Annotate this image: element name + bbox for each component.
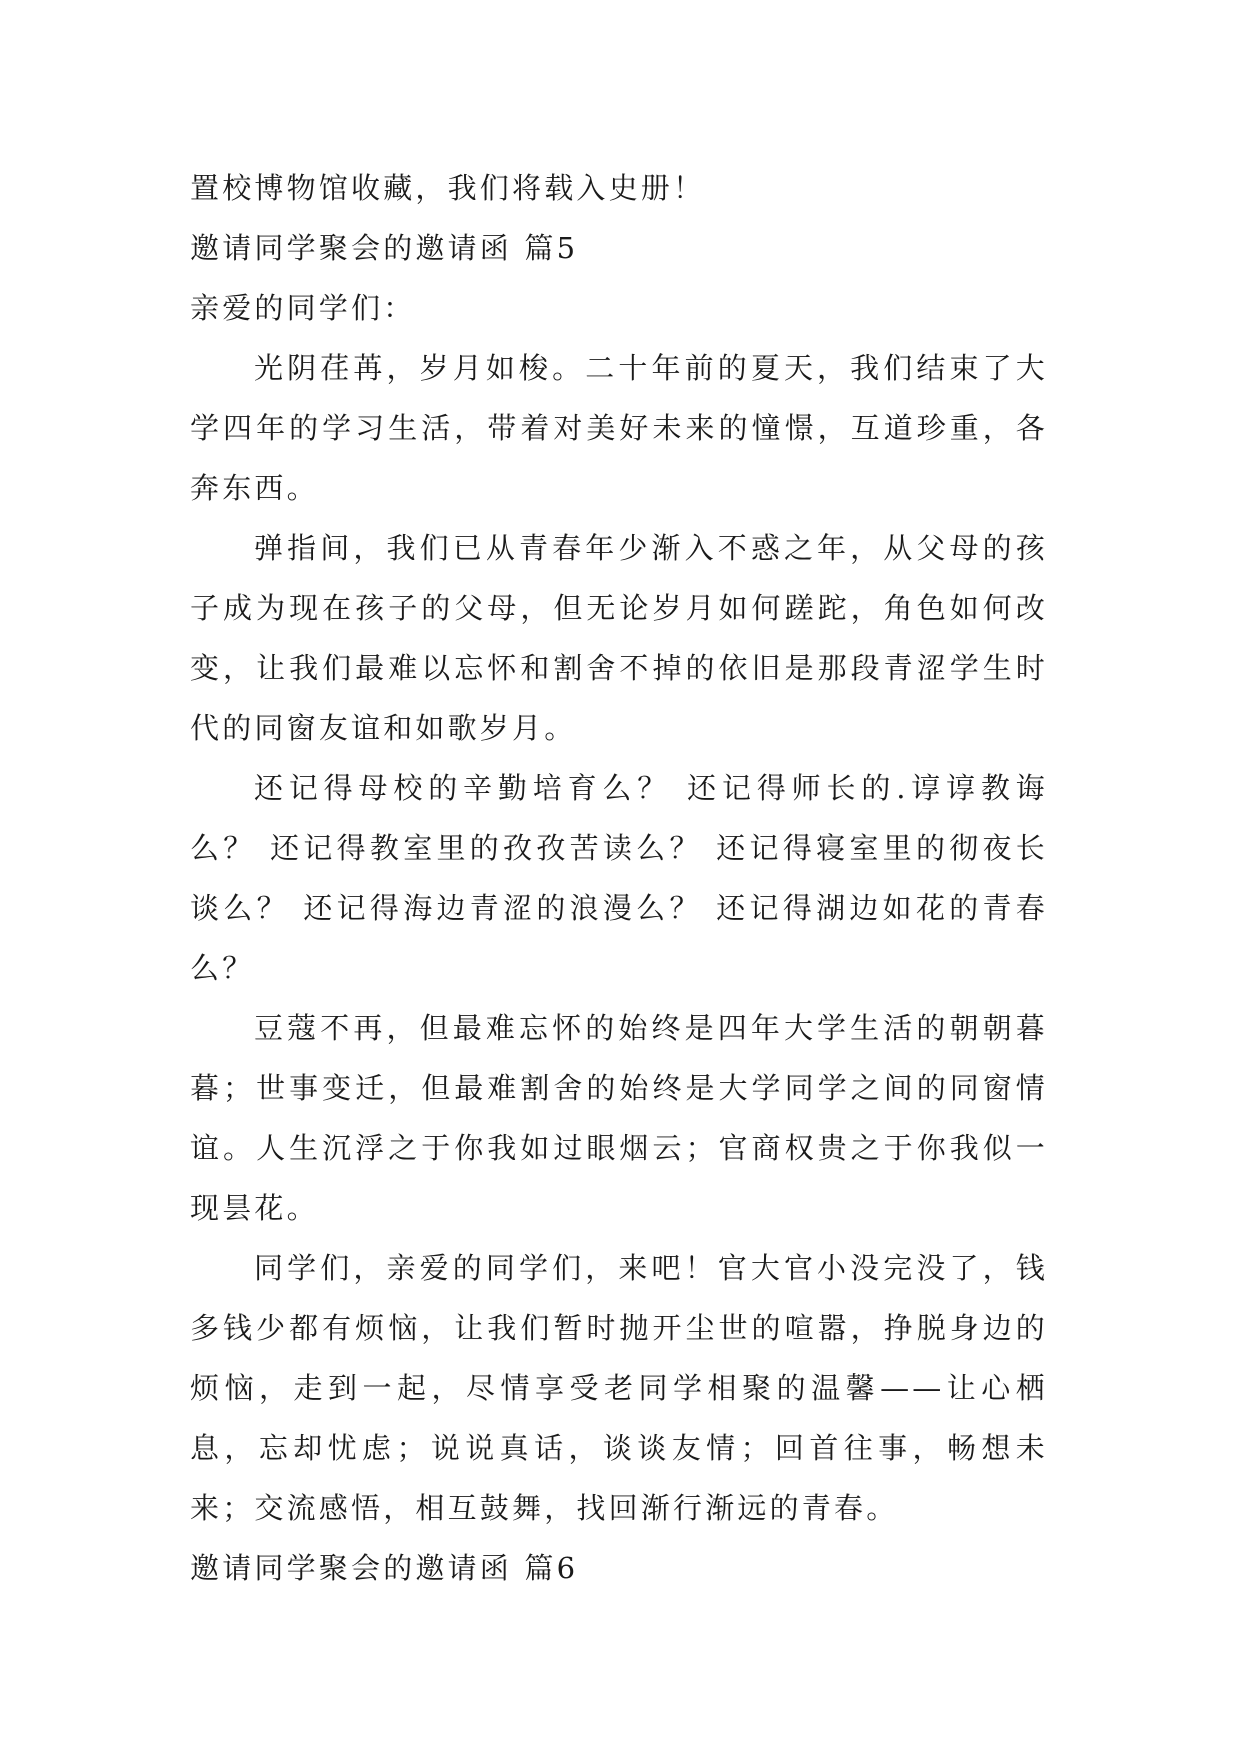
document-body — [190, 158, 1048, 1598]
section-5-title: 邀请同学聚会的邀请函 篇5 — [190, 231, 579, 265]
paragraph: 光阴荏苒，岁月如梭。二十年前的夏天，我们结束了大学四年的学习生活，带着对美好未来的憧憬，互道珍重，各奔东西。 — [190, 351, 1048, 505]
continuation-line: 置校博物馆收藏，我们将载入史册！ — [190, 171, 706, 205]
paragraph: 同学们，亲爱的同学们，来吧！官大官小没完没了，钱多钱少都有烦恼，让我们暂时抛开尘世的喧嚣，挣脱身边的烦恼，走到一起，尽情享受老同学相聚的温馨——让心栖息，忘却忧虑；说说真话，谈谈友情；回首往事，畅想未来；交流感悟，相互鼓舞，找回渐行渐远的青春。 — [190, 1251, 1048, 1525]
paragraph: 还记得母校的辛勤培育么？ 还记得师长的.谆谆教诲么？ 还记得教室里的孜孜苦读么？ 还记得寝室里的彻夜长谈么？ 还记得海边青涩的浪漫么？ 还记得湖边如花的青春么？ — [190, 771, 1048, 985]
paragraph: 弹指间，我们已从青春年少渐入不惑之年，从父母的孩子成为现在孩子的父母，但无论岁月如何蹉跎，角色如何改变，让我们最难以忘怀和割舍不掉的依旧是那段青涩学生时代的同窗友谊和如歌岁月。 — [190, 531, 1048, 745]
salutation: 亲爱的同学们： — [190, 291, 416, 325]
section-6-title: 邀请同学聚会的邀请函 篇6 — [190, 1551, 579, 1585]
paragraph: 豆蔻不再，但最难忘怀的始终是四年大学生活的朝朝暮暮；世事变迁，但最难割舍的始终是大学同学之间的同窗情谊。人生沉浮之于你我如过眼烟云；官商权贵之于你我似一现昙花。 — [190, 1011, 1048, 1225]
